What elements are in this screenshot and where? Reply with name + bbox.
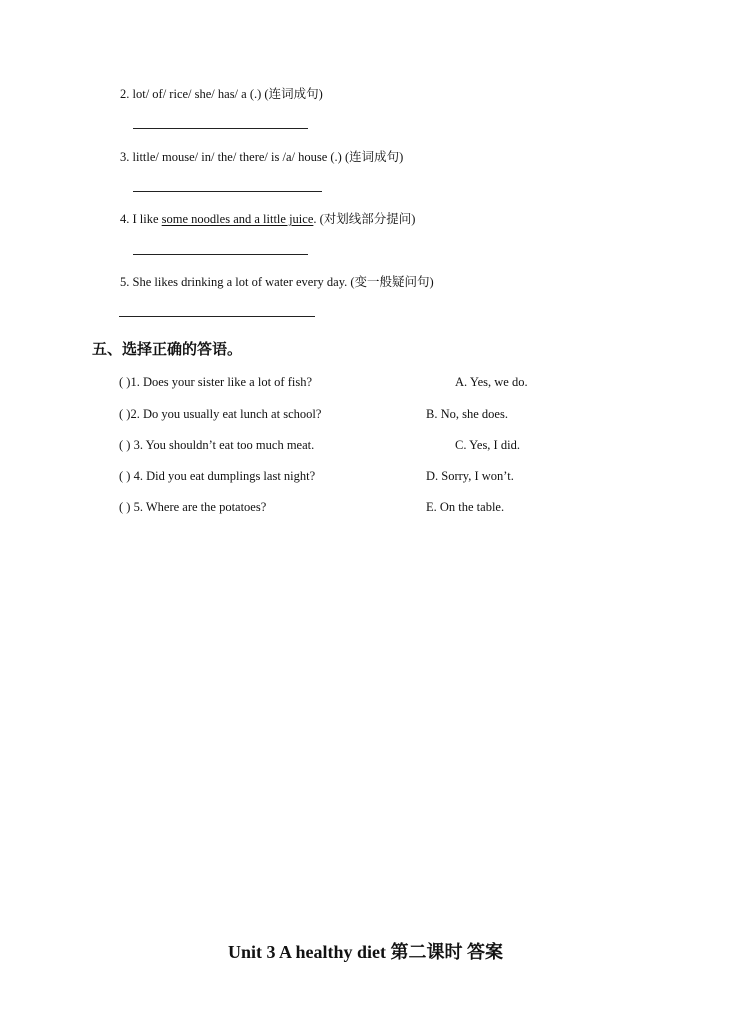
answer-line-5[interactable] (119, 316, 315, 317)
match-question-2: 2. Do you usually eat lunch at school? (130, 407, 322, 421)
match-answer-b: B. No, she does. (426, 407, 508, 421)
answer-line-3[interactable] (133, 191, 322, 192)
match-question-3: 3. You shouldn’t eat too much meat. (130, 438, 315, 452)
question-4-underlined: some noodles and a little juice (161, 212, 314, 226)
match-paren-2[interactable]: ( ) (119, 407, 131, 421)
match-answer-d: D. Sorry, I won’t. (426, 469, 514, 483)
question-5: 5. She likes drinking a lot of water every day. (变一般疑问句) (120, 275, 434, 289)
answer-key-title: Unit 3 A healthy diet 第二课时 答案 (228, 942, 504, 962)
match-paren-3[interactable]: ( ) (119, 438, 131, 452)
question-4 (120, 209, 415, 227)
answer-line-4[interactable] (133, 254, 308, 255)
match-answer-c: C. Yes, I did. (455, 438, 520, 452)
match-paren-1[interactable]: ( ) (119, 375, 131, 389)
match-paren-5[interactable]: ( ) (119, 500, 131, 514)
match-item-2 (119, 407, 321, 422)
match-answer-a: A. Yes, we do. (455, 375, 528, 389)
question-2: 2. lot/ of/ rice/ she/ has/ a (.) (连词成句) (120, 87, 323, 101)
match-paren-4[interactable]: ( ) (119, 469, 131, 483)
match-item-3 (119, 438, 314, 453)
match-answer-e: E. On the table. (426, 500, 505, 514)
match-item-1 (119, 375, 312, 390)
answer-line-2[interactable] (133, 128, 308, 129)
section-5-title: 五、选择正确的答语。 (92, 340, 243, 358)
match-question-5: 5. Where are the potatoes? (130, 500, 267, 514)
question-4-prefix: 4. I like (120, 212, 162, 226)
match-question-1: 1. Does your sister like a lot of fish? (130, 375, 313, 389)
match-item-5 (119, 500, 266, 515)
match-question-4: 4. Did you eat dumplings last night? (130, 469, 316, 483)
question-4-suffix: . (对划线部分提问) (313, 212, 416, 226)
match-item-4 (119, 469, 315, 484)
question-3: 3. little/ mouse/ in/ the/ there/ is /a/ house (.) (连词成句) (120, 150, 404, 164)
